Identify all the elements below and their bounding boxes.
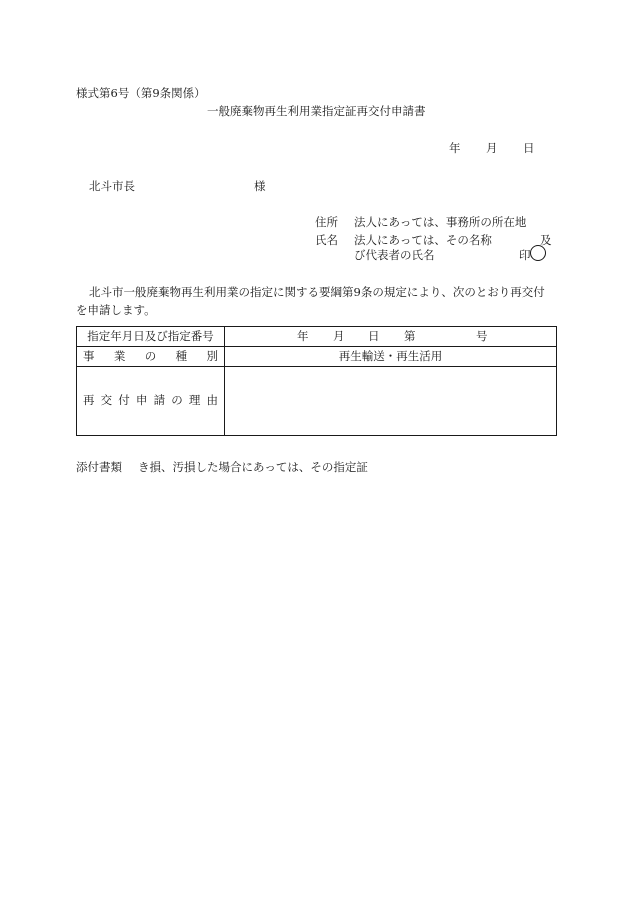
reason-label-char: 理 xyxy=(188,393,201,408)
body-text-line-1: 北斗市一般廃棄物再生利用業の指定に関する要綱第9条の規定により、次のとおり再交付 xyxy=(89,285,545,299)
business-type-value[interactable]: 再生輸送・再生活用 xyxy=(225,347,557,367)
document-title: 一般廃棄物再生利用業指定証再交付申請書 xyxy=(207,104,426,118)
body-text-line-2: を申請します。 xyxy=(76,303,156,317)
representative-note: び代表者の氏名 xyxy=(354,248,435,262)
address-label: 住所 xyxy=(315,215,338,229)
designation-year: 年 xyxy=(297,329,309,343)
reason-label-char: 申 xyxy=(135,393,148,408)
reason-label-char: 再 xyxy=(83,393,95,408)
application-date xyxy=(449,143,535,155)
seal-mark: 印 xyxy=(519,248,531,262)
reason-label-char: 請 xyxy=(153,393,166,408)
application-table xyxy=(76,326,557,436)
designation-dai: 第 xyxy=(404,329,416,343)
designation-value-cell[interactable] xyxy=(225,327,557,347)
table-row-designation xyxy=(77,327,557,347)
table-row-reason xyxy=(77,367,557,436)
designation-go: 号 xyxy=(476,329,488,343)
date-day: 日 xyxy=(523,141,535,155)
reason-label-char: 由 xyxy=(206,393,218,408)
business-type-label-char: 別 xyxy=(206,348,218,363)
seal-circle xyxy=(530,245,546,261)
name-note-continued: 及 xyxy=(540,233,552,247)
addressee-name: 北斗市長 xyxy=(89,179,135,193)
business-type-label-char: の xyxy=(144,348,157,363)
form-number: 様式第6号（第9条関係） xyxy=(76,86,206,100)
reason-label xyxy=(77,367,225,436)
reason-label-char: の xyxy=(171,393,183,408)
reason-value[interactable] xyxy=(225,367,557,436)
business-type-label-char: 種 xyxy=(175,348,188,363)
designation-month: 月 xyxy=(333,329,345,343)
address-note: 法人にあっては、事務所の所在地 xyxy=(354,215,527,229)
table-row-business-type xyxy=(77,347,557,367)
business-type-label-char: 事 xyxy=(83,348,95,363)
reason-label-char: 交 xyxy=(100,393,113,408)
business-type-label xyxy=(77,347,225,367)
date-year: 年 xyxy=(449,141,461,155)
date-month: 月 xyxy=(486,141,498,155)
designation-day: 日 xyxy=(368,329,380,343)
attachment-text: き損、汚損した場合にあっては、その指定証 xyxy=(138,460,368,474)
name-note: 法人にあっては、その名称 xyxy=(354,233,492,247)
designation-label: 指定年月日及び指定番号 xyxy=(77,327,225,347)
attachment-label: 添付書類 xyxy=(76,460,122,474)
name-label: 氏名 xyxy=(315,233,338,247)
addressee-honorific: 様 xyxy=(254,179,266,193)
reason-label-char: 付 xyxy=(118,393,130,408)
business-type-label-char: 業 xyxy=(113,348,126,363)
